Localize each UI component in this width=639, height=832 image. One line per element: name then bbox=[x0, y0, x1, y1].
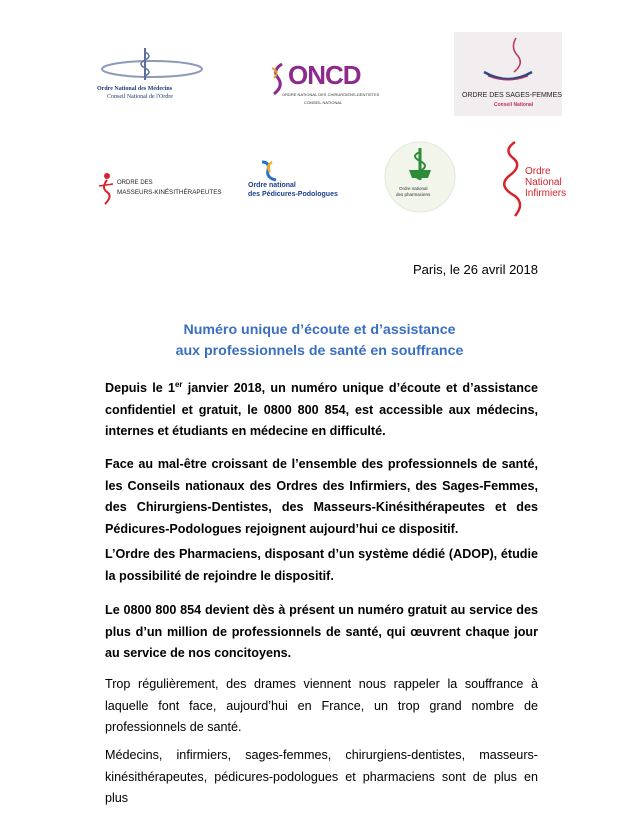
paragraph-3: L’Ordre des Pharmaciens, disposant d’un système dédié (ADOP), étudie la possibilité de rejoindre le dispositif. bbox=[105, 547, 538, 583]
pharmaciens-line1: Ordre national bbox=[399, 186, 428, 191]
sages-femmes-emblem-icon bbox=[454, 32, 562, 90]
kine-emblem-icon bbox=[95, 170, 117, 206]
oncd-name: ONCD bbox=[288, 60, 361, 90]
medecins-logo-line1: Ordre National des Médecins bbox=[97, 86, 173, 92]
title-line-2: aux professionnels de santé en souffrance bbox=[175, 343, 464, 359]
pharmaciens-emblem-icon bbox=[383, 140, 458, 215]
p1-post: janvier 2018, un numéro unique d’écoute et d’assistance confidentiel et gratuit, le 0800 800 854, est accessible aux médecins, internes et étudiants en médecine en difficulté. bbox=[105, 381, 538, 438]
sages-femmes-name: ORDRE DES SAGES-FEMMES bbox=[462, 92, 562, 99]
paragraph-6: Médecins, infirmiers, sages-femmes, chirurgiens-dentistes, masseurs-kinésithérapeutes, pédicures-podologues et pharmaciens sont de plus en plus bbox=[105, 748, 538, 805]
infirmiers-line1: Ordre bbox=[525, 166, 551, 177]
p1-pre: Depuis le 1 bbox=[105, 381, 175, 395]
sages-femmes-sub: Conseil National bbox=[494, 102, 534, 108]
kine-line2: MASSEURS-KINÉSITHÉRAPEUTES bbox=[117, 189, 222, 196]
sages-femmes-logo bbox=[454, 32, 562, 116]
paragraph-4: Le 0800 800 854 devient dès à présent un numéro gratuit au service des plus d’un million de professionnels de santé, qui œuvrent chaque jour au service de nos concitoyens. bbox=[105, 603, 538, 660]
title-line-1: Numéro unique d’écoute et d’assistance bbox=[183, 322, 456, 338]
p1-sup: er bbox=[174, 379, 183, 389]
paragraph-5: Trop régulièrement, des drames viennent nous rappeler la souffrance à laquelle font face, aujourd’hui en France, un trop grand nombre de professionnels de santé. bbox=[105, 677, 538, 734]
medecins-logo-line2: Conseil National de l'Ordre bbox=[107, 94, 173, 100]
oncd-subtitle: ORDRE NATIONAL DES CHIRURGIENS-DENTISTES bbox=[282, 92, 380, 97]
medecins-logo bbox=[95, 44, 210, 104]
document-date: Paris, le 26 avril 2018 bbox=[412, 262, 538, 277]
oncd-emblem-icon bbox=[268, 62, 288, 96]
podologues-line1: Ordre national bbox=[248, 182, 296, 189]
kine-line1: ORDRE DES bbox=[117, 180, 153, 186]
pharmaciens-logo bbox=[383, 140, 458, 215]
infirmiers-line3: Infirmiers bbox=[525, 188, 567, 199]
paragraph-2: Face au mal-être croissant de l’ensemble des professionnels de santé, les Conseils nationaux des Ordres des Infirmiers, des Sages-Femmes, des Chirurgiens-Dentistes, des Masseurs-Kinésithérapeutes et des Pédicures-Podologues rejoignent aujourd’hui ce dispositif. bbox=[105, 457, 538, 536]
infirmiers-line2: National bbox=[525, 177, 562, 188]
caduceus-icon bbox=[95, 44, 210, 84]
document-title bbox=[0, 320, 639, 362]
oncd-sub2: CONSEIL NATIONAL bbox=[304, 100, 343, 105]
oncd-logo bbox=[268, 60, 380, 110]
paragraph-1 bbox=[105, 378, 538, 443]
pharmaciens-line2: des pharmaciens bbox=[396, 192, 431, 197]
podologues-logo bbox=[246, 160, 356, 202]
kine-logo bbox=[95, 170, 235, 210]
infirmiers-logo bbox=[497, 136, 577, 226]
podologues-line2: des Pédicures-Podologues bbox=[248, 191, 338, 198]
podologues-emblem-icon bbox=[254, 160, 280, 182]
